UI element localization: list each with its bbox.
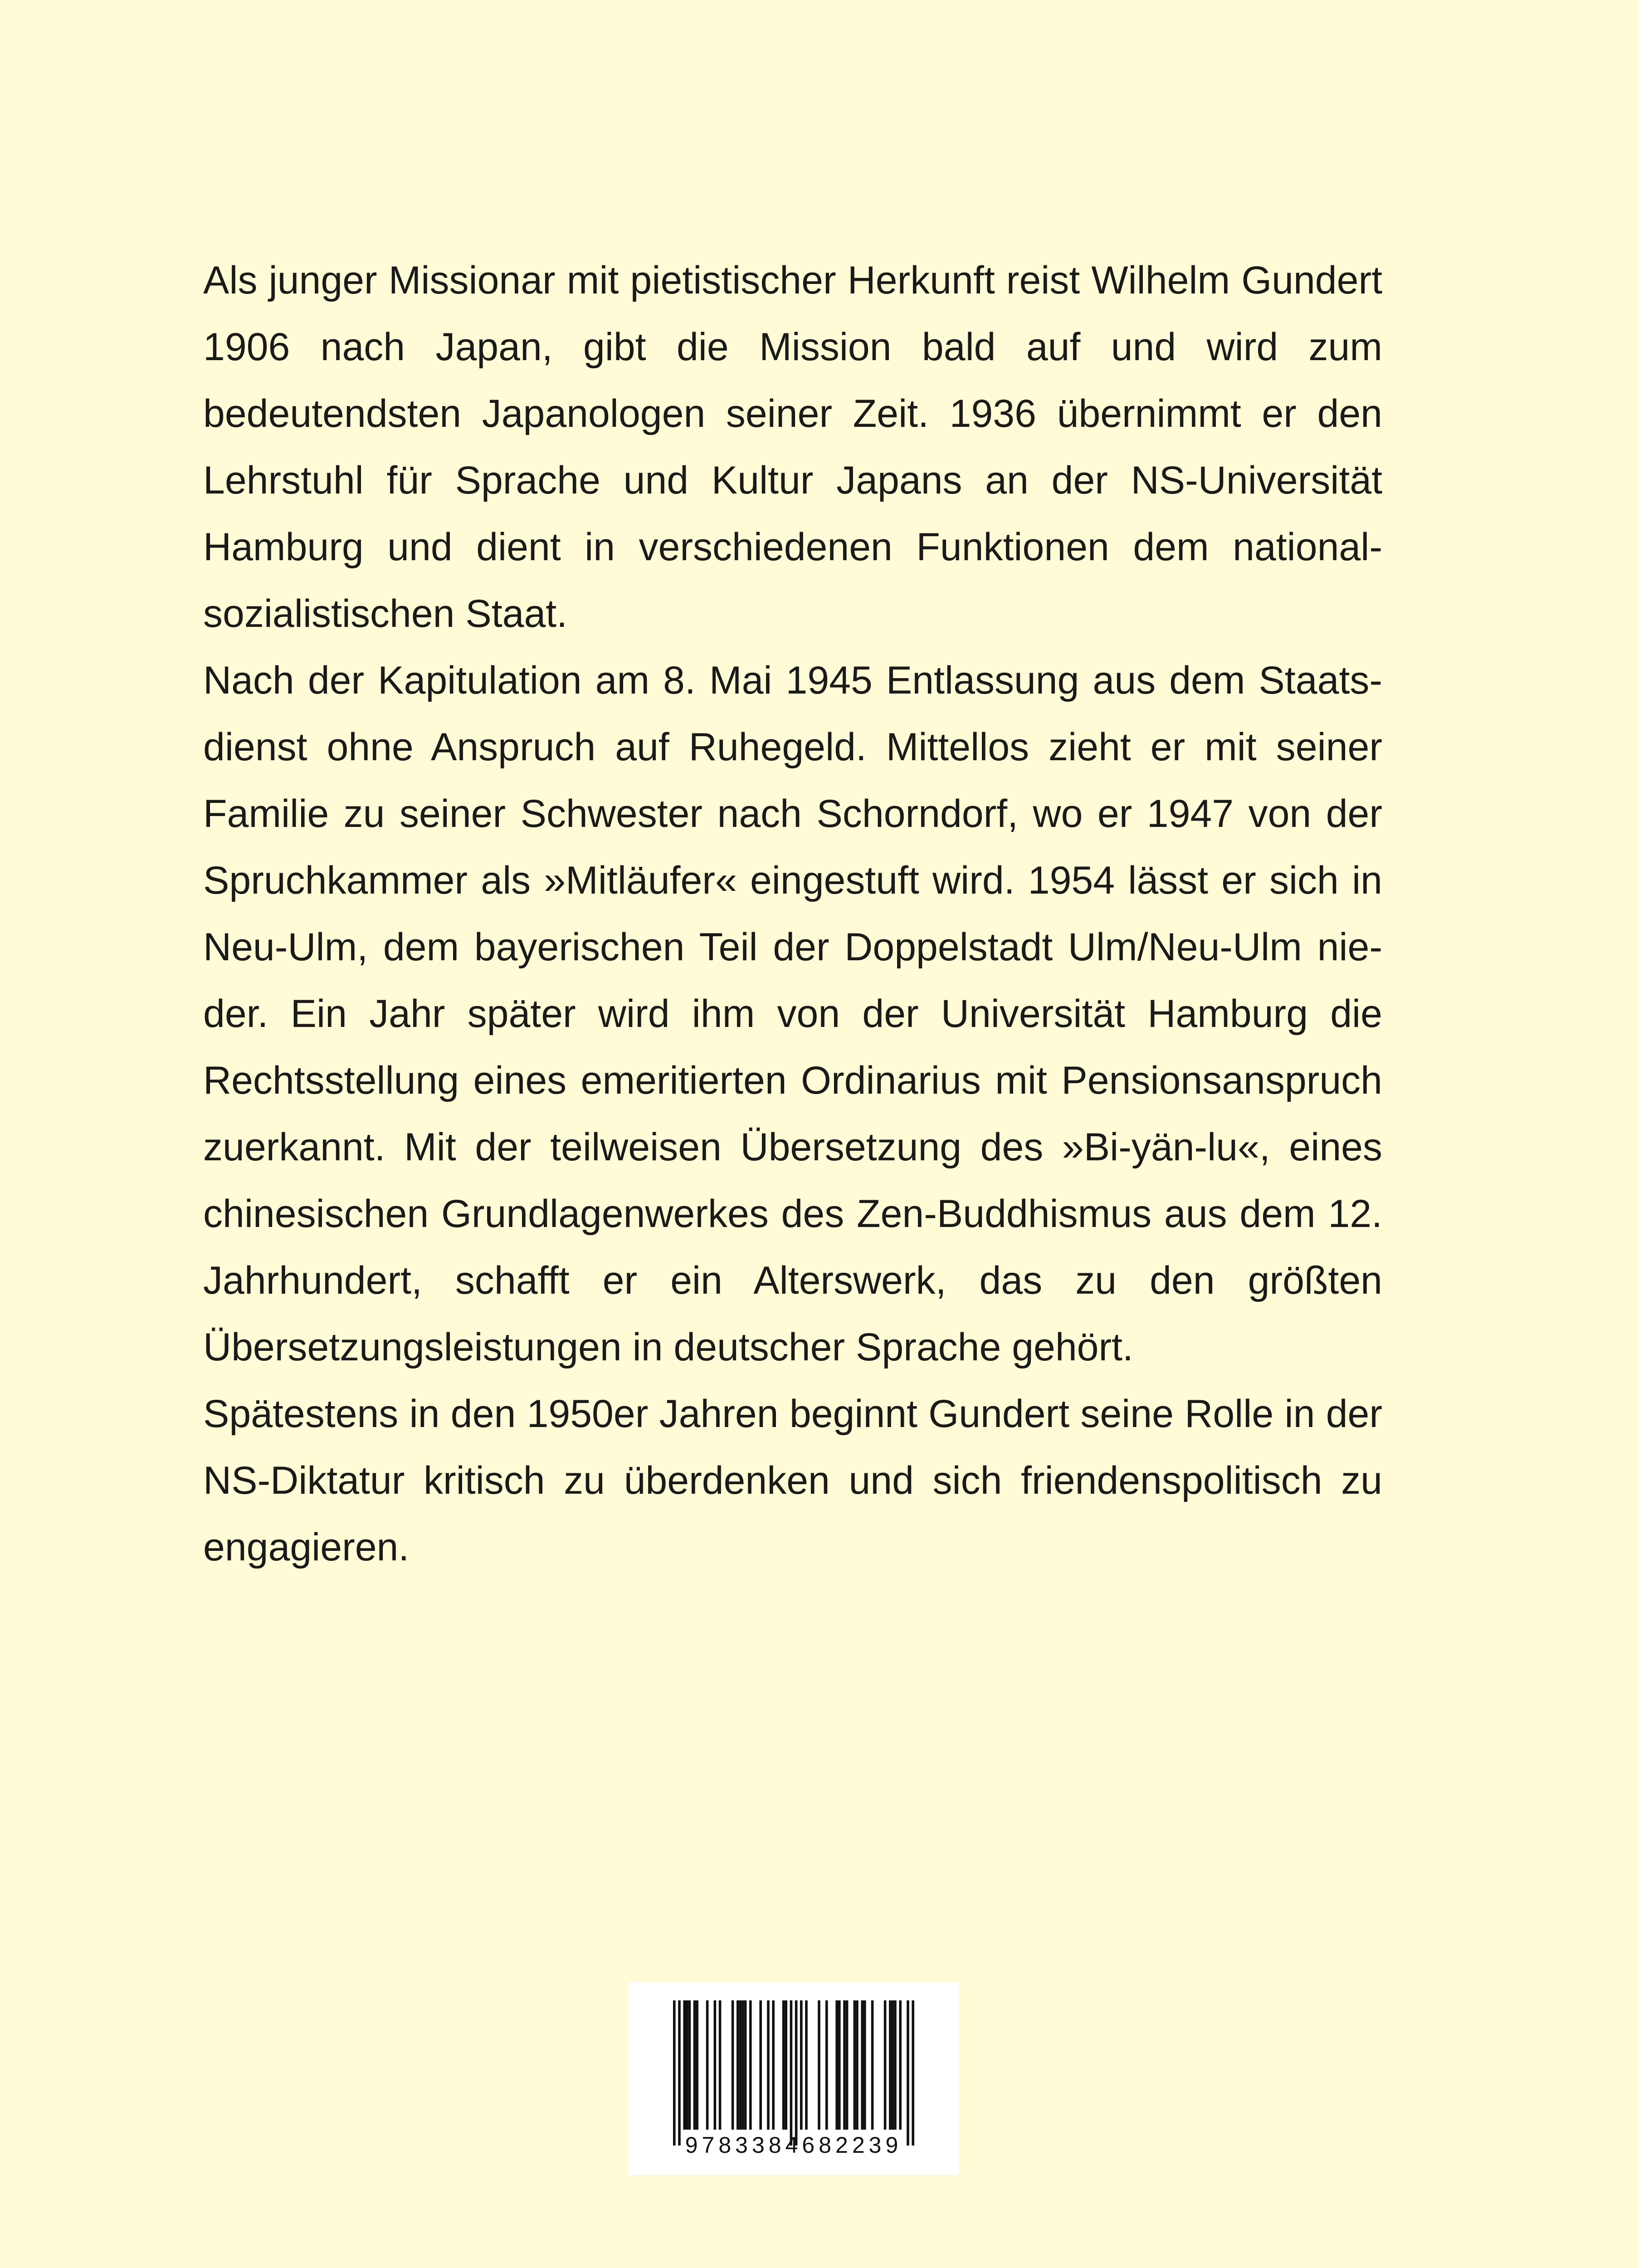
barcode-bar	[825, 2000, 828, 2130]
barcode-bar	[818, 2000, 820, 2130]
barcode-bar	[805, 2000, 808, 2130]
barcode-bar	[744, 2000, 747, 2130]
blurb-paragraph-3: Spätestens in den 1950er Jahren beginnt Gundert seine Rolle in der NS-Diktatur kritisch zu überdenken und sich friendenspolitisch zu engagieren.	[203, 1392, 1382, 1569]
barcode-bar	[739, 2000, 742, 2130]
barcode-bar	[688, 2000, 691, 2130]
barcode-bar	[737, 2000, 739, 2130]
barcode-bar	[835, 2000, 838, 2130]
barcode-bar	[732, 2000, 734, 2130]
barcode-bar	[772, 2000, 775, 2130]
barcode-bar	[899, 2000, 902, 2130]
barcode-bar	[856, 2000, 859, 2130]
barcode-bar	[907, 2000, 909, 2146]
barcode-bar	[854, 2000, 856, 2130]
isbn-number: 9783384682239	[685, 2132, 902, 2158]
barcode-bar	[871, 2000, 874, 2130]
barcode-bar	[863, 2000, 866, 2130]
barcode-bar	[673, 2000, 676, 2146]
barcode-bar	[785, 2000, 787, 2130]
barcode-bar	[714, 2000, 717, 2130]
barcode-bar	[884, 2000, 887, 2130]
barcode-bar	[889, 2000, 892, 2130]
barcode-bar	[696, 2000, 698, 2130]
isbn-barcode	[628, 1982, 959, 2175]
barcode-bar	[693, 2000, 696, 2130]
barcode-bar	[749, 2000, 752, 2130]
barcode-bar	[846, 2000, 849, 2130]
barcode-bar	[861, 2000, 863, 2130]
barcode-bar	[782, 2000, 785, 2130]
barcode-bar	[795, 2000, 798, 2146]
blurb-paragraph-2: Nach der Kapitulation am 8. Mai 1945 Entlassung aus dem Staatsdienst ohne Anspruch auf Ruhegeld. Mittellos zieht er mit seiner Familie zu seiner Schwester nach Schorndorf, wo er 1947 von der Spruchkammer als »Mitläufer« eingestuft wird. 1954 lässt er sich in Neu-Ulm, dem bayerischen Teil der Doppelstadt Ulm/Neu-Ulm nieder. Ein Jahr später wird ihm von der Universität Hamburg die Rechtsstellung eines emeritierten Ordinarius mit Pensionsanspruch zuerkannt. Mit der teilweisen Übersetzung des »Bi-yän-lu«, eines chinesischen Grundlagenwerkes des Zen-Buddhismus aus dem 12. Jahrhundert, schafft er ein Alterswerk, das zu den größten Übersetzungsleistungen in deutscher Sprache gehört.	[203, 659, 1382, 1369]
barcode-bar	[741, 2000, 744, 2130]
barcode-bar	[706, 2000, 709, 2130]
barcode-bar	[683, 2000, 686, 2130]
barcode-bar	[790, 2000, 793, 2146]
barcode-bar	[800, 2000, 803, 2130]
barcode-bar	[912, 2000, 914, 2146]
barcode-bar	[719, 2000, 722, 2130]
blurb-text	[203, 247, 1382, 1581]
barcode-bar	[678, 2000, 681, 2146]
barcode-bar	[892, 2000, 894, 2130]
barcode-bar	[767, 2000, 770, 2130]
barcode-bar	[686, 2000, 688, 2130]
barcode-bar	[843, 2000, 846, 2130]
barcode-bar	[894, 2000, 897, 2130]
blurb-paragraph-1: Als junger Missionar mit pietistischer Herkunft reist Wilhelm Gundert 1906 nach Japan, gibt die Mission bald auf und wird zum bedeutendsten Japanologen seiner Zeit. 1936 übernimmt er den Lehrstuhl für Sprache und Kultur Japans an der NS-Universität Hamburg und dient in verschiedenen Funktionen dem nationalsozialistischen Staat.	[203, 259, 1382, 635]
barcode-bar	[838, 2000, 841, 2130]
barcode-bar	[759, 2000, 762, 2130]
